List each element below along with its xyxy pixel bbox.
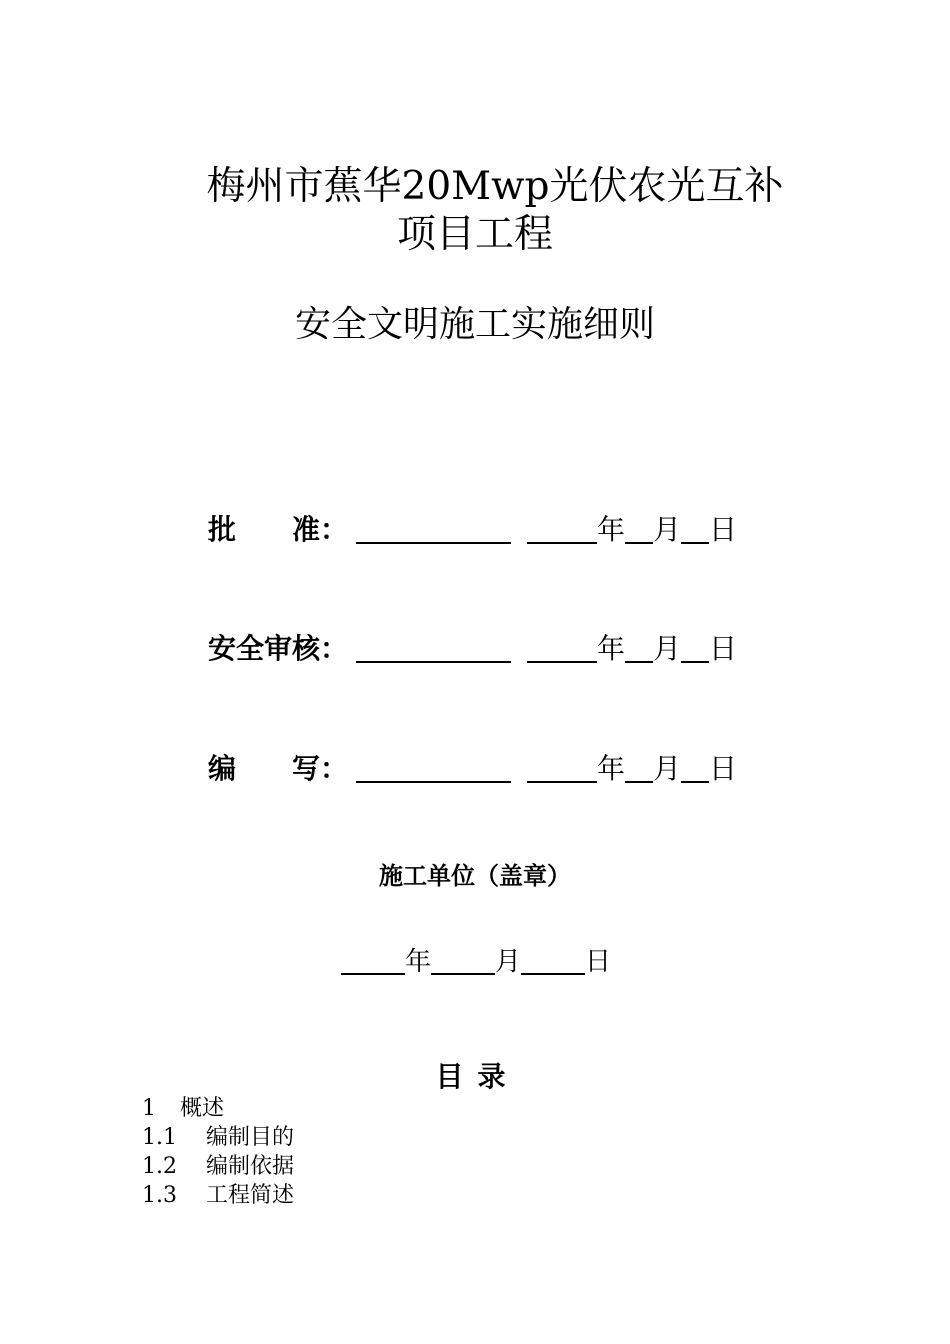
toc-item-number: 1 — [142, 1096, 156, 1121]
year-label: 年 — [597, 632, 626, 665]
signature-row-safety-review — [208, 631, 737, 667]
month-label: 月 — [653, 513, 682, 546]
day-label: 日 — [585, 947, 612, 977]
year-blank — [527, 753, 597, 783]
toc-item[interactable] — [142, 1123, 294, 1152]
signature-label: 编 写： — [208, 752, 349, 785]
year-label: 年 — [597, 513, 626, 546]
day-blank — [681, 753, 709, 783]
document-subtitle: 安全文明施工实施细则 — [294, 304, 655, 345]
toc-item-number: 1.2 — [142, 1154, 177, 1179]
month-label: 月 — [495, 947, 522, 977]
year-label: 年 — [405, 947, 432, 977]
day-label: 日 — [709, 513, 738, 546]
day-blank — [681, 514, 709, 544]
signature-row-approve — [208, 512, 737, 548]
toc-item-text: 工程简述 — [206, 1183, 295, 1208]
title-line-1: 梅州市蕉华20Mwp光伏农光互补 — [206, 164, 784, 209]
title-line-2: 项目工程 — [396, 212, 553, 257]
day-label: 日 — [709, 752, 738, 785]
toc-item[interactable] — [142, 1181, 294, 1210]
year-label: 年 — [597, 752, 626, 785]
month-label: 月 — [653, 632, 682, 665]
toc-item[interactable] — [142, 1152, 294, 1181]
signature-blank — [356, 633, 511, 663]
toc-item-text: 概述 — [180, 1096, 225, 1121]
signature-blank — [356, 753, 511, 783]
table-of-contents — [142, 1094, 294, 1210]
stamp-date — [341, 945, 611, 979]
month-blank — [625, 633, 653, 663]
day-blank — [681, 633, 709, 663]
month-label: 月 — [653, 752, 682, 785]
toc-title: 目录 — [435, 1060, 520, 1093]
year-blank — [527, 633, 597, 663]
day-label: 日 — [709, 632, 738, 665]
year-blank — [527, 514, 597, 544]
month-blank — [625, 753, 653, 783]
day-blank — [521, 947, 585, 975]
toc-item[interactable] — [142, 1094, 294, 1123]
signature-blank — [356, 514, 511, 544]
signature-row-author — [208, 751, 737, 787]
toc-item-number: 1.1 — [142, 1125, 177, 1150]
construction-unit-stamp: 施工单位（盖章） — [379, 861, 571, 890]
year-blank — [341, 947, 405, 975]
toc-item-text: 编制依据 — [206, 1154, 295, 1179]
signature-label: 安全审核： — [208, 632, 349, 665]
month-blank — [431, 947, 495, 975]
toc-item-number: 1.3 — [142, 1183, 177, 1208]
toc-item-text: 编制目的 — [206, 1125, 295, 1150]
month-blank — [625, 514, 653, 544]
signature-label: 批 准： — [208, 513, 349, 546]
